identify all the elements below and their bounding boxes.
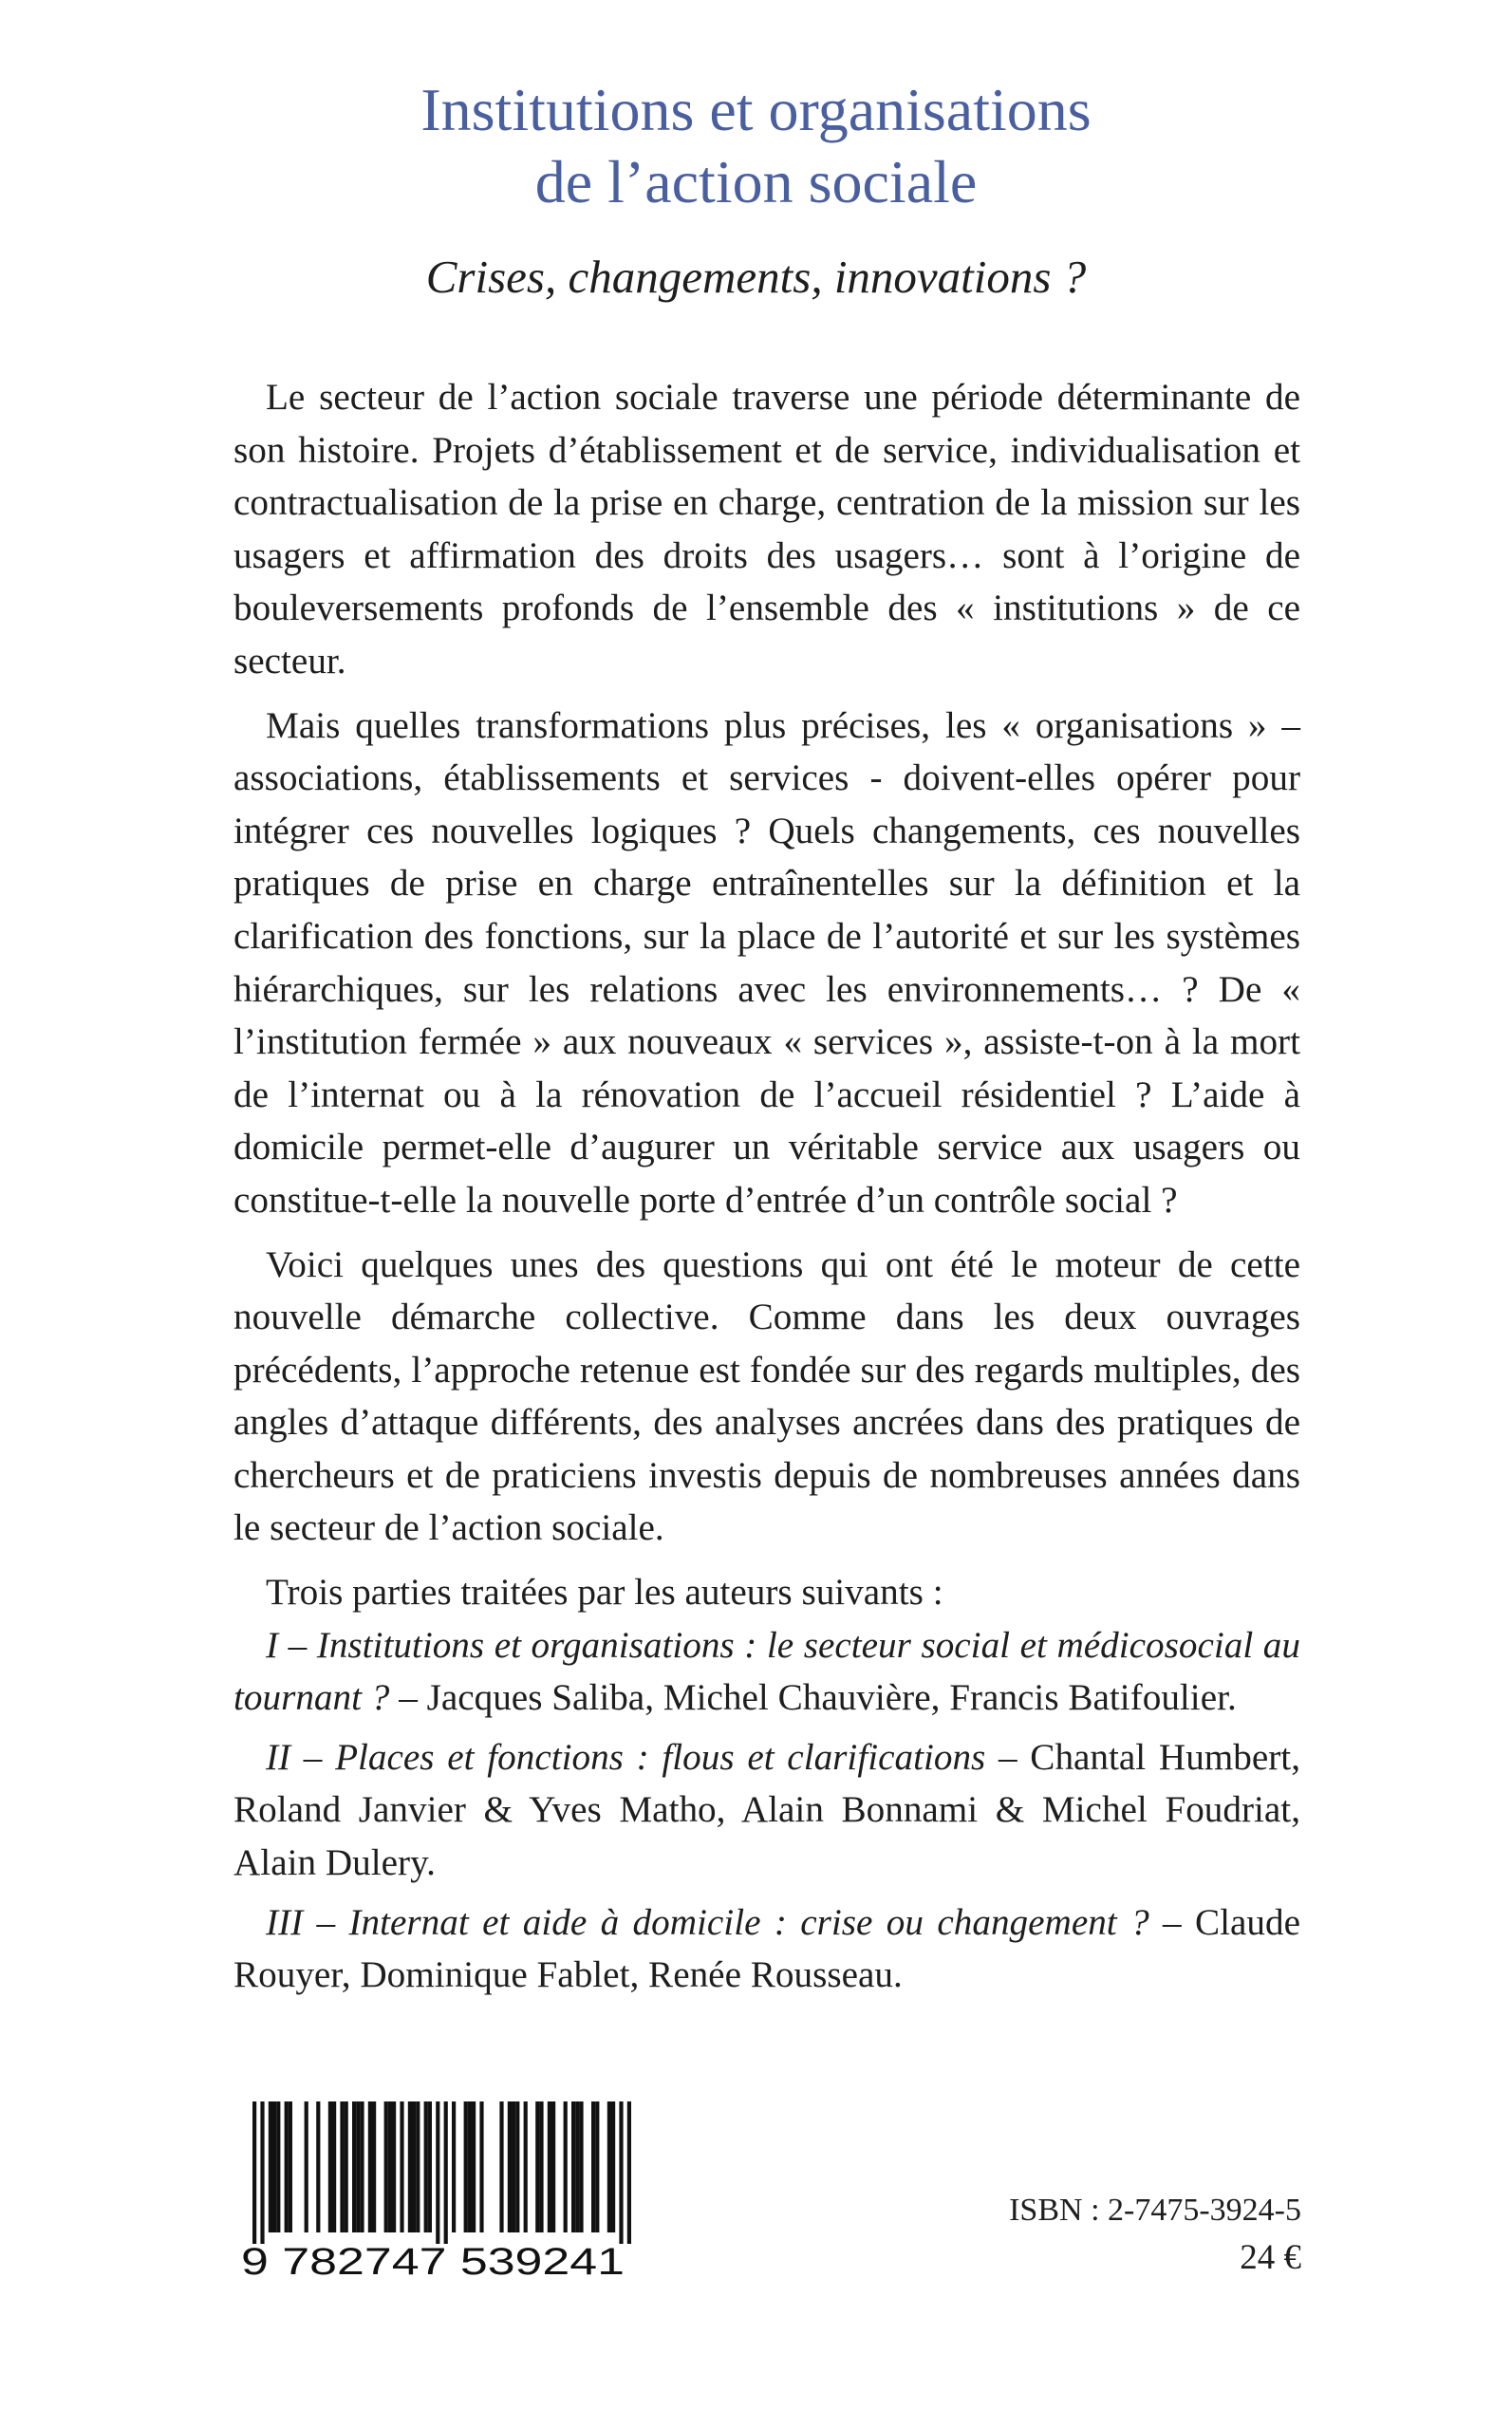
barcode-bar [595,2101,599,2232]
barcode-bar [436,2101,439,2244]
barcode-bar [285,2101,289,2232]
part-entry [233,1896,1300,2002]
barcode-bar [388,2101,392,2232]
barcode-bar [551,2101,555,2232]
paragraph-questions: Mais quelles transformations plus précises, les « organisations » – associations, établissements et services - doivent-elles opérer pour intégrer ces nouvelles logiques ? Quels changements, ces nouvelles pratiques de prise en charge entraînentelles sur la définition et la clarification des fonctions, sur la place de l’autorité et sur les systèmes hiérarchiques, sur les relations avec les environnements… ? De « l’institution fermée » aux nouveaux « services », assiste-t-on à la mort de l’internat ou à la rénovation de l’accueil résidentiel ? L’aide à domicile permet-elle d’augurer un véritable service aux usagers ou constitue-t-elle la nouvelle porte d’entrée d’un contrôle social ? [233,704,1300,1221]
barcode-bar [384,2101,388,2232]
barcode-bar [524,2101,528,2232]
part-title: III – Internat et aide à domicile : crise ou changement ? [266,1901,1149,1943]
barcode-bars [252,2101,631,2244]
barcode-bar [564,2101,568,2232]
part-title: II – Places et fonctions : flous et clarifications [266,1736,986,1778]
barcode-bar [444,2101,448,2244]
barcode-bar [499,2101,503,2232]
barcode [233,2100,632,2280]
barcode-bar [627,2101,631,2244]
barcode-bar [400,2101,403,2232]
barcode-bar [579,2101,583,2232]
barcode-bar [508,2101,512,2232]
barcode-bar [539,2101,543,2232]
part-authors: – Claude Rouyer, Dominique Fablet, Renée Rousseau. [233,1901,1301,1996]
barcode-number: 9 782747 539241 [241,2241,625,2280]
barcode-bar [428,2101,432,2232]
barcode-bar [408,2101,412,2232]
barcode-bar [352,2101,356,2232]
barcode-bar [356,2101,360,2232]
barcode-bar [571,2101,575,2232]
part-entry [233,1619,1300,1725]
barcode-bar [272,2101,276,2232]
barcode-bar [591,2101,595,2232]
barcode-bar [260,2101,264,2244]
barcode-bar [252,2101,256,2244]
barcode-bar [619,2101,623,2244]
barcode-bar [328,2101,332,2232]
barcode-bar [289,2101,292,2232]
barcode-bar [479,2101,483,2232]
part-authors: – Jacques Saliba, Michel Chauvière, Francis Batifoulier. [389,1677,1237,1719]
book-title [0,74,1512,218]
part-authors: – Chantal Humbert, Roland Janvier & Yves Matho, Alain Bonnami & Michel Foudriat, Alain Dulery. [233,1736,1300,1884]
barcode-bar [424,2101,428,2232]
barcode-bar [332,2101,336,2232]
barcode-bar [472,2101,476,2232]
paragraph-approach: Voici quelques unes des questions qui ont été le moteur de cette nouvelle démarche collective. Comme dans les deux ouvrages précédents, l’approche retenue est fondée sur des regards multiples, des angles d’attaque différents, des analyses ancrées dans des pratiques de chercheurs et de praticiens investis depuis de nombreuses années dans le secteur de l’action sociale. [233,1243,1300,1549]
part-title: I – Institutions et organisations : le secteur social et médicosocial au tournant ? [233,1624,1300,1719]
part-entry [233,1731,1300,1890]
barcode-bar [360,2101,364,2232]
barcode-bar [575,2101,579,2232]
barcode-bar [535,2101,539,2232]
barcode-bar [368,2101,372,2232]
isbn: ISBN : 2-7475-3924-5 [1009,2193,1301,2228]
barcode-bar [468,2101,472,2232]
book-title-line-1: Institutions et organisations [420,76,1092,143]
barcode-bar [412,2101,416,2232]
barcode-bar [416,2101,420,2232]
barcode-bar [464,2101,468,2232]
barcode-bar [316,2101,320,2232]
barcode-bar [269,2101,272,2232]
price: 24 € [1240,2238,1301,2277]
barcode-bar [452,2101,456,2232]
barcode-bar [372,2101,376,2232]
barcode-bar [340,2101,344,2232]
barcode-bar [276,2101,280,2232]
book-title-line-2: de l’action sociale [534,148,978,215]
book-subtitle: Crises, changements, innovations ? [425,251,1087,303]
paragraph-intro: Le secteur de l’action sociale traverse une période déterminante de son histoire. Projets d’établissement et de service, individualisation et contractualisation de la prise en charge, centration de la mission sur les usagers et affirmation des droits des usagers… sont à l’origine de bouleversements profonds de l’ensemble des « institutions » de ce secteur. [233,377,1300,682]
back-cover-text [233,371,1300,2002]
barcode-bar [345,2101,348,2232]
barcode-bar [392,2101,396,2232]
parts-intro: Trois parties traitées par les auteurs suivants : [266,1572,943,1614]
barcode-bar [548,2101,551,2232]
barcode-bar [305,2101,308,2232]
barcode-bar [512,2101,515,2232]
barcode-bar [607,2101,611,2232]
barcode-bar [611,2101,615,2232]
barcode-bar [515,2101,519,2232]
